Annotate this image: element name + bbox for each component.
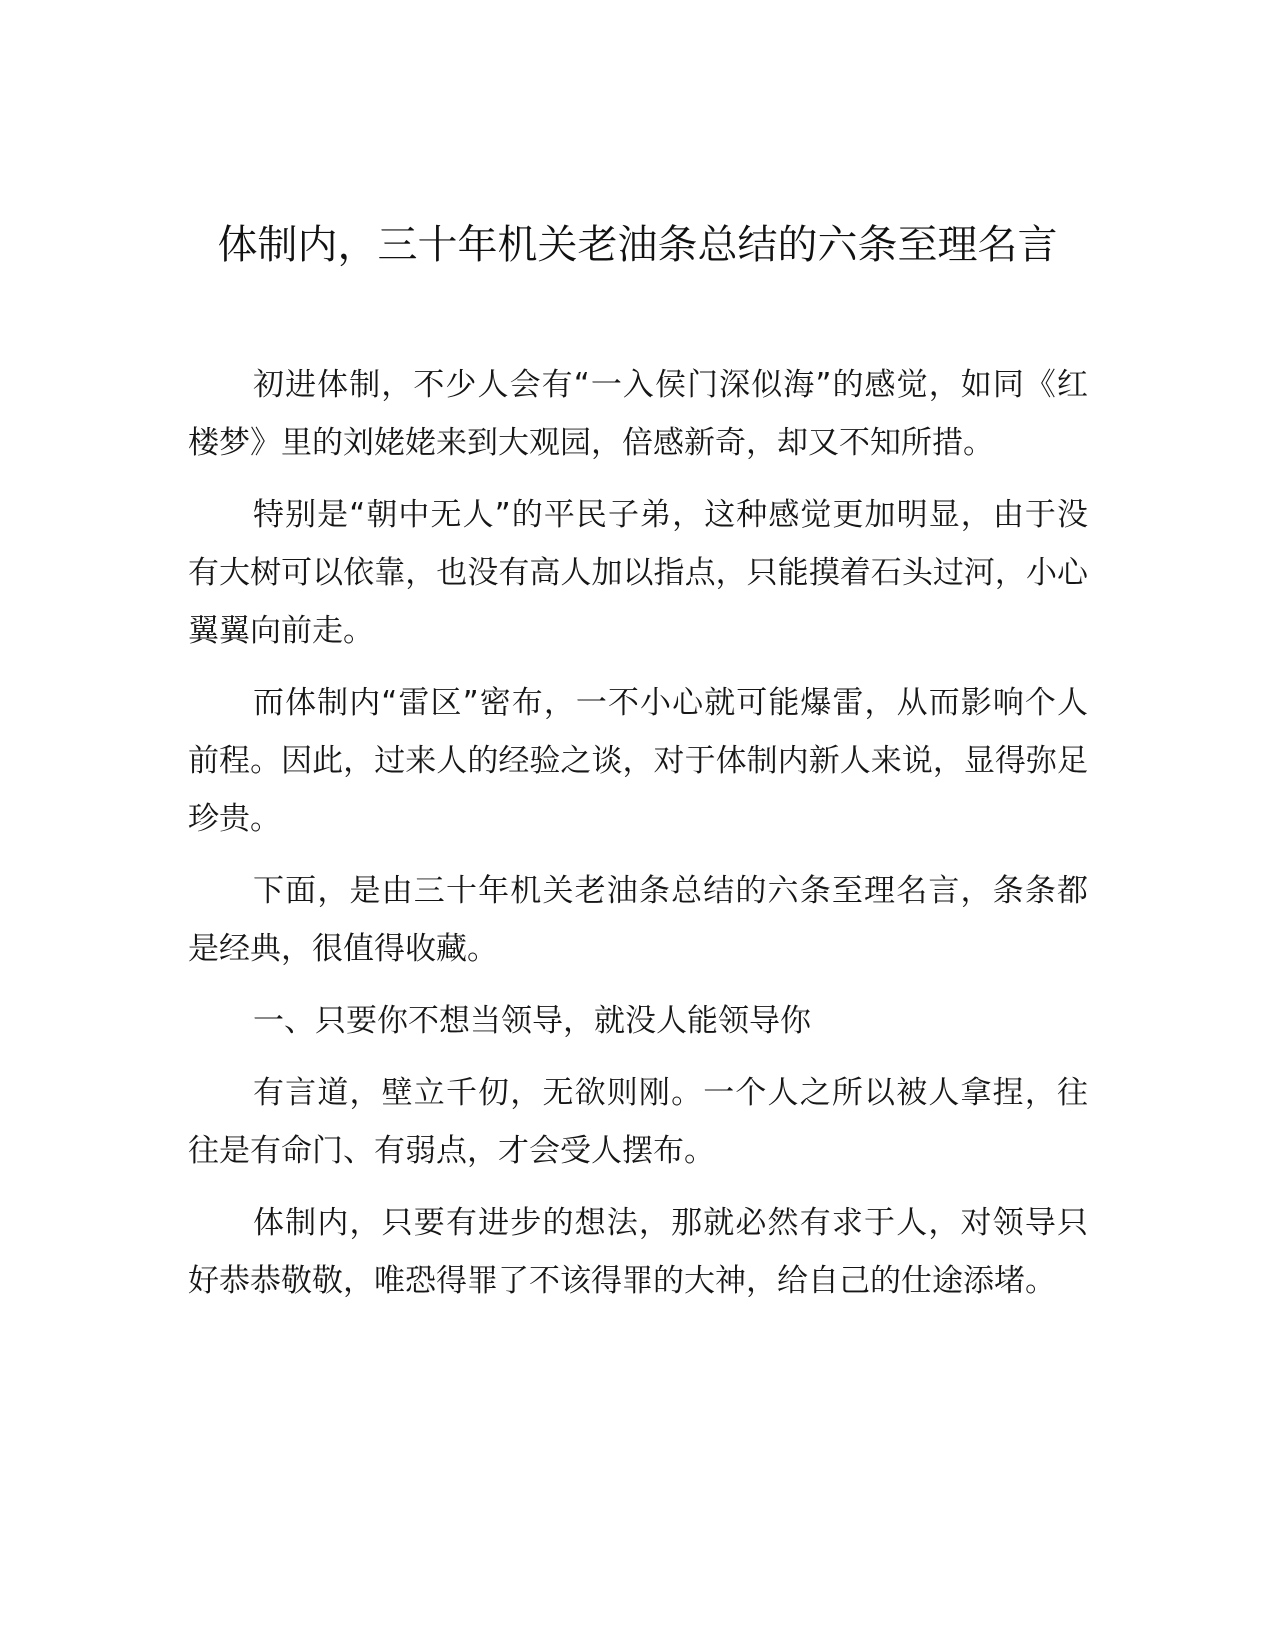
paragraph-no-desire: 有言道，壁立千仞，无欲则刚。一个人之所以被人拿捏，往往是有命门、有弱点，才会受人摆布。 <box>188 1075 1088 1169</box>
paragraph-minefield: 而体制内“雷区”密布，一不小心就可能爆雷，从而影响个人前程。因此，过来人的经验之谈，对于体制内新人来说，显得弥足珍贵。 <box>188 685 1088 837</box>
paragraph-commoners: 特别是“朝中无人”的平民子弟，这种感觉更加明显，由于没有大树可以依靠，也没有高人加以指点，只能摸着石头过河，小心翼翼向前走。 <box>188 497 1088 649</box>
document-title: 体制内，三十年机关老油条总结的六条至理名言 <box>217 222 1058 268</box>
section-heading-one: 一、只要你不想当领导，就没人能领导你 <box>253 1003 811 1039</box>
paragraph-intro: 初进体制，不少人会有“一入侯门深似海”的感觉，如同《红楼梦》里的刘姥姥来到大观园，倍感新奇，却又不知所措。 <box>188 367 1088 461</box>
paragraph-six-sayings: 下面，是由三十年机关老油条总结的六条至理名言，条条都是经典，很值得收藏。 <box>188 873 1088 967</box>
document-body <box>188 356 1088 1324</box>
paragraph-seeking-progress: 体制内，只要有进步的想法，那就必然有求于人，对领导只好恭恭敬敬，唯恐得罪了不该得罪的大神，给自己的仕途添堵。 <box>188 1205 1088 1299</box>
